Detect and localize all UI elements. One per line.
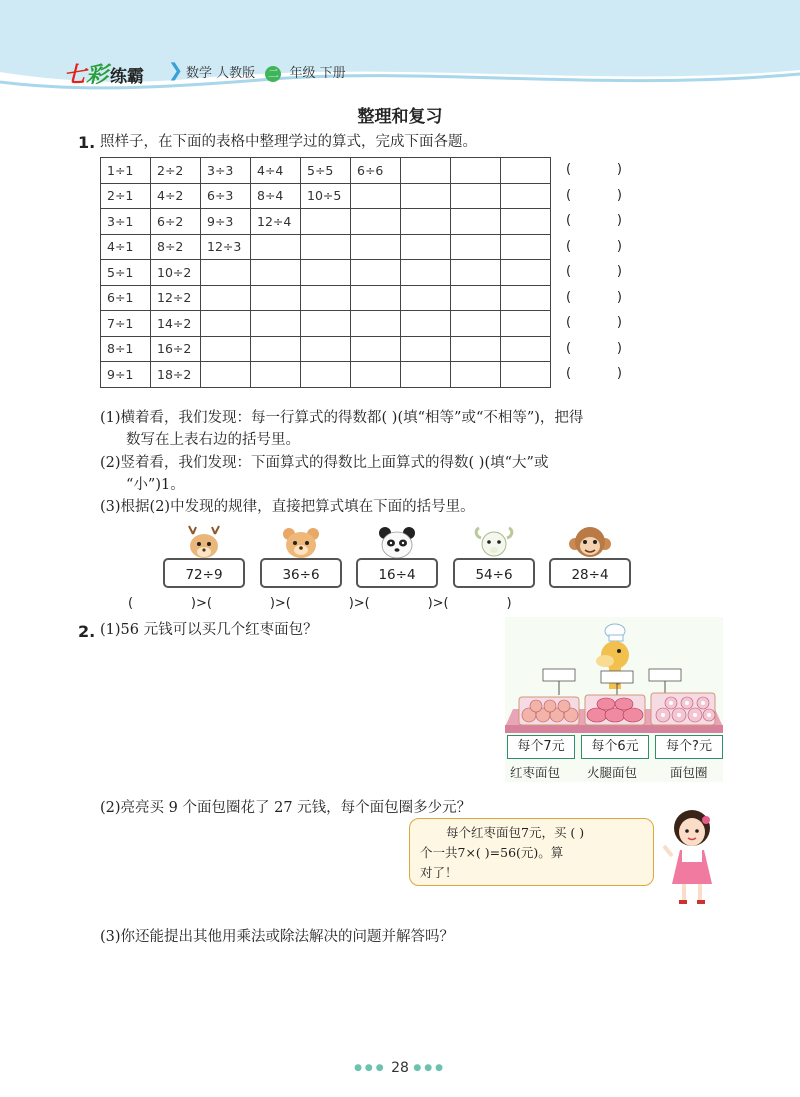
paren-open: (: [566, 340, 572, 356]
question-2-number: 2.: [78, 622, 96, 641]
q1-sub2-line1: (2)竖着看，我们发现：下面算式的得数比上面算式的得数( )(填“大”或: [100, 455, 549, 471]
table-cell[interactable]: [451, 285, 501, 311]
girl-character-icon: [662, 806, 722, 906]
table-cell: 6÷1: [101, 285, 151, 311]
decor-dots-right: ●●●: [413, 1063, 446, 1073]
deer-icon: [183, 524, 225, 560]
table-cell[interactable]: [401, 158, 451, 184]
table-cell[interactable]: [401, 336, 451, 362]
answer-parentheses[interactable]: [566, 183, 622, 209]
speech-bubble: [409, 818, 654, 886]
table-cell[interactable]: [351, 234, 401, 260]
grade-badge: 二: [265, 66, 281, 82]
expression-box-goat: 54÷6: [453, 558, 535, 588]
table-cell[interactable]: [401, 209, 451, 235]
paren-close: ): [616, 315, 622, 330]
answer-parentheses[interactable]: [566, 259, 622, 285]
paren-close: ): [616, 187, 622, 203]
table-cell[interactable]: [301, 234, 351, 260]
table-cell[interactable]: [351, 336, 401, 362]
price-tag-ham-bread: 每个6元: [581, 735, 649, 759]
comparison-answer-line: ( )>( )>( )>( )>( ): [128, 596, 512, 611]
table-cell[interactable]: [401, 183, 451, 209]
bubble-line-1: 每个红枣面包7元，买 ( ): [446, 825, 585, 840]
expression-box-deer: 72÷9: [163, 558, 245, 588]
paren-open: (: [566, 264, 572, 279]
table-row: [101, 285, 551, 311]
label-ham-bread: 火腿面包: [587, 765, 638, 780]
question-1-prompt: 照样子，在下面的表格中整理学过的算式，完成下面各题。: [100, 134, 477, 150]
q2-sub1: (1)56 元钱可以买几个红枣面包？: [100, 622, 318, 638]
table-cell[interactable]: [451, 183, 501, 209]
table-cell[interactable]: [351, 209, 401, 235]
animal-card-monkey: [549, 524, 631, 592]
table-cell[interactable]: [251, 285, 301, 311]
table-cell: 5÷5: [301, 158, 351, 184]
table-cell[interactable]: [251, 260, 301, 286]
table-row: [101, 234, 551, 260]
table-cell[interactable]: [351, 260, 401, 286]
table-cell[interactable]: [301, 362, 351, 388]
table-cell[interactable]: [501, 285, 551, 311]
table-cell: 6÷6: [351, 158, 401, 184]
table-cell[interactable]: [501, 336, 551, 362]
paren-close: ): [616, 162, 622, 177]
division-table: [100, 157, 551, 388]
table-cell[interactable]: [501, 158, 551, 184]
table-cell[interactable]: [451, 158, 501, 184]
table-cell[interactable]: [501, 311, 551, 337]
table-row: [101, 362, 551, 388]
answer-parentheses[interactable]: [566, 361, 622, 387]
table-cell[interactable]: [201, 260, 251, 286]
animal-card-bear: [260, 524, 342, 592]
label-red-date-bread: 红枣面包: [510, 765, 561, 780]
table-cell: 18÷2: [151, 362, 201, 388]
price-tag-red-date-bread: 每个7元: [507, 735, 575, 759]
table-cell[interactable]: [201, 285, 251, 311]
table-cell: 6÷3: [201, 183, 251, 209]
decor-dots-left: ●●●: [354, 1063, 387, 1073]
table-cell: 2÷1: [101, 183, 151, 209]
table-cell[interactable]: [451, 336, 501, 362]
table-row: [101, 209, 551, 235]
table-cell: 1÷1: [101, 158, 151, 184]
table-cell[interactable]: [301, 209, 351, 235]
table-cell[interactable]: [201, 336, 251, 362]
q2-sub2: (2)亮亮买 9 个面包圈花了 27 元钱，每个面包圈多少元？: [100, 800, 472, 816]
page-header: [0, 0, 800, 100]
paren-open: (: [566, 238, 572, 254]
table-cell: 16÷2: [151, 336, 201, 362]
table-cell[interactable]: [351, 362, 401, 388]
table-cell[interactable]: [401, 260, 451, 286]
page-title: 整理和复习: [357, 107, 443, 127]
table-cell: 6÷2: [151, 209, 201, 235]
panda-icon: [376, 524, 418, 560]
paren-close: ): [616, 238, 622, 254]
q2-sub3: (3)你还能提出其他用乘法或除法解决的问题并解答吗？: [100, 929, 455, 945]
subject-label: 数学: [186, 66, 213, 81]
table-cell[interactable]: [301, 311, 351, 337]
table-cell[interactable]: [501, 362, 551, 388]
table-row: [101, 336, 551, 362]
table-row: [101, 311, 551, 337]
q1-sub1-line2: 数写在上表右边的括号里。: [126, 432, 300, 448]
question-1-number: 1.: [78, 133, 96, 152]
table-cell: 8÷4: [251, 183, 301, 209]
price-tag-donut: 每个?元: [655, 735, 723, 759]
table-cell[interactable]: [351, 285, 401, 311]
chevron-right-icon: ❯: [168, 60, 184, 81]
paren-open: (: [566, 162, 572, 177]
table-cell[interactable]: [501, 234, 551, 260]
table-cell[interactable]: [451, 362, 501, 388]
answer-parentheses[interactable]: [566, 208, 622, 234]
paren-close: ): [616, 340, 622, 356]
table-cell[interactable]: [301, 336, 351, 362]
q1-sub3: (3)根据(2)中发现的规律，直接把算式填在下面的括号里。: [100, 499, 475, 515]
table-cell[interactable]: [401, 234, 451, 260]
table-cell: 9÷3: [201, 209, 251, 235]
table-cell[interactable]: [401, 362, 451, 388]
paren-close: ): [616, 264, 622, 279]
table-cell[interactable]: [401, 311, 451, 337]
table-cell[interactable]: [501, 183, 551, 209]
q1-sub1-line1: (1)横着看，我们发现：每一行算式的得数都( )(填“相等”或“不相等”)，把得: [100, 410, 584, 426]
label-donut: 面包圈: [670, 765, 708, 780]
edition-label: 人教版: [216, 66, 256, 81]
paren-open: (: [566, 213, 572, 228]
page-number: 28: [391, 1060, 409, 1076]
table-cell[interactable]: [251, 234, 301, 260]
bubble-line-3: 对了！: [420, 865, 458, 880]
table-cell: 12÷2: [151, 285, 201, 311]
animal-card-goat: [453, 524, 535, 592]
animal-card-panda: [356, 524, 438, 592]
brand-logo: 七彩 练霸: [64, 63, 145, 88]
bear-icon: [280, 524, 322, 560]
table-cell: 10÷5: [301, 183, 351, 209]
table-cell[interactable]: [451, 260, 501, 286]
table-cell[interactable]: [351, 183, 401, 209]
animal-card-deer: [163, 524, 245, 592]
table-cell[interactable]: [301, 285, 351, 311]
monkey-icon: [569, 524, 611, 560]
goat-icon: [473, 524, 515, 560]
answer-parentheses[interactable]: [566, 285, 622, 311]
table-cell[interactable]: [501, 260, 551, 286]
table-cell[interactable]: [501, 209, 551, 235]
table-cell: 7÷1: [101, 311, 151, 337]
table-cell: 3÷3: [201, 158, 251, 184]
table-cell[interactable]: [251, 311, 301, 337]
table-row: [101, 260, 551, 286]
paren-close: ): [616, 366, 622, 381]
table-cell[interactable]: [451, 234, 501, 260]
table-cell[interactable]: [251, 362, 301, 388]
table-cell: 8÷2: [151, 234, 201, 260]
paren-close: ): [616, 213, 622, 228]
table-cell: 2÷2: [151, 158, 201, 184]
table-cell: 10÷2: [151, 260, 201, 286]
table-row: [101, 183, 551, 209]
book-info: [186, 62, 346, 82]
table-cell[interactable]: [401, 285, 451, 311]
answer-parentheses[interactable]: [566, 336, 622, 362]
table-cell: 8÷1: [101, 336, 151, 362]
table-cell[interactable]: [301, 260, 351, 286]
table-cell: 9÷1: [101, 362, 151, 388]
table-cell[interactable]: [351, 311, 401, 337]
table-cell: 3÷1: [101, 209, 151, 235]
answer-parentheses[interactable]: [566, 234, 622, 260]
page-number-footer: [0, 1060, 800, 1076]
answer-parentheses[interactable]: [566, 157, 622, 183]
q1-sub2-line2: “小”)1。: [126, 477, 185, 493]
table-cell: 14÷2: [151, 311, 201, 337]
expression-box-bear: 36÷6: [260, 558, 342, 588]
expression-box-monkey: 28÷4: [549, 558, 631, 588]
table-cell: 5÷1: [101, 260, 151, 286]
table-cell: 4÷4: [251, 158, 301, 184]
table-cell[interactable]: [201, 362, 251, 388]
paren-open: (: [566, 366, 572, 381]
table-cell: 4÷1: [101, 234, 151, 260]
answer-parentheses[interactable]: [566, 310, 622, 336]
table-row: [101, 158, 551, 184]
expression-box-panda: 16÷4: [356, 558, 438, 588]
grade-label: 年级 下册: [289, 66, 346, 81]
paren-open: (: [566, 315, 572, 330]
paren-open: (: [566, 289, 572, 305]
table-cell[interactable]: [251, 336, 301, 362]
table-cell: 12÷4: [251, 209, 301, 235]
paren-open: (: [566, 187, 572, 203]
table-cell[interactable]: [201, 311, 251, 337]
table-cell: 12÷3: [201, 234, 251, 260]
bubble-line-2: 个一共7×( )=56(元)。算: [420, 845, 564, 860]
table-cell: 4÷2: [151, 183, 201, 209]
paren-close: ): [616, 289, 622, 305]
table-cell[interactable]: [451, 311, 501, 337]
table-cell[interactable]: [451, 209, 501, 235]
